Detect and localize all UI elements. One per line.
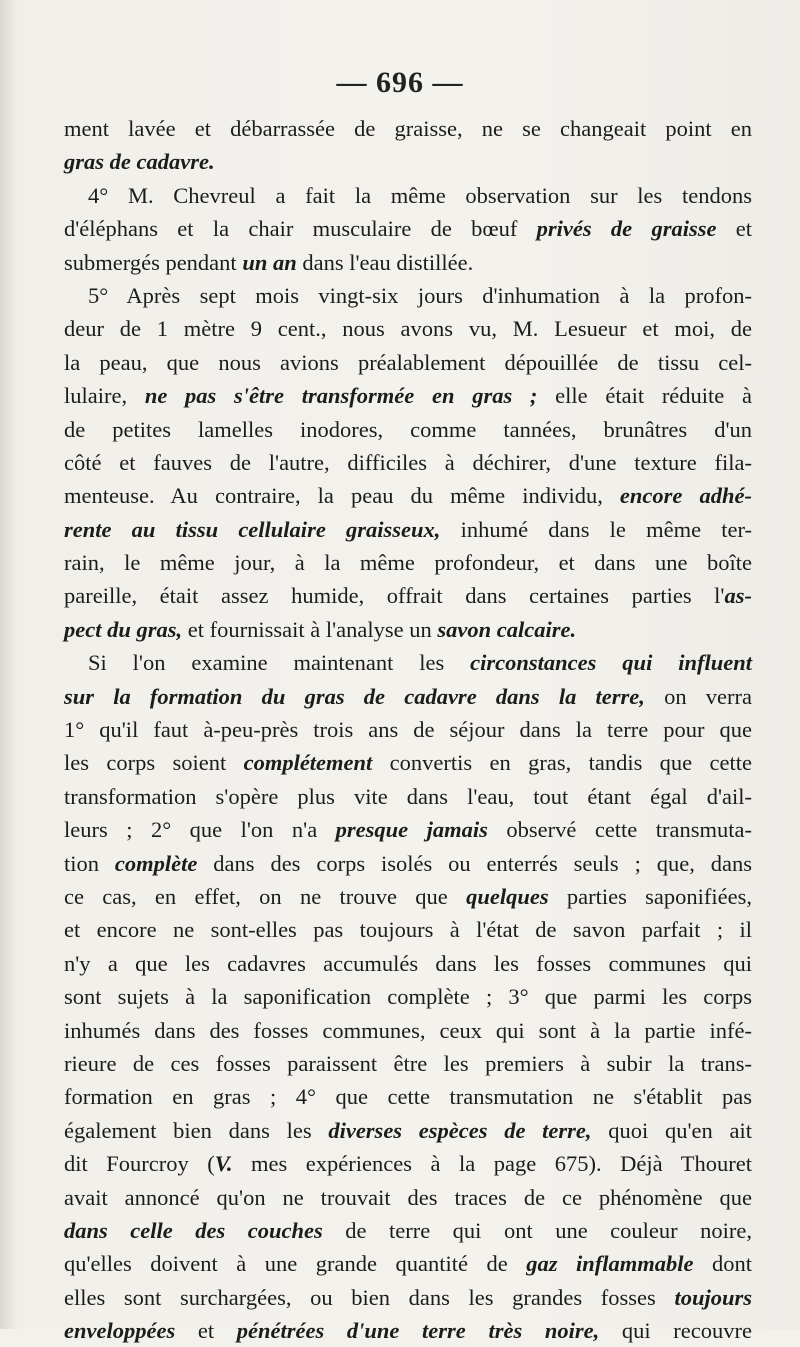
italic-phrase: encore adhé- xyxy=(619,483,752,509)
text-segment: observé cette transmuta- xyxy=(487,817,752,843)
text-segment: 4° M. Chevreul a fait la même observation sur les tendons xyxy=(88,182,752,208)
text-line xyxy=(64,279,752,312)
italic-phrase: gaz inflammable xyxy=(526,1251,694,1277)
text-line xyxy=(64,1014,752,1047)
text-segment: dans des corps isolés ou enterrés seuls ; que, dans xyxy=(197,850,752,876)
text-segment: de terre qui ont une couleur noire, xyxy=(322,1217,753,1243)
italic-phrase: pect du gras, xyxy=(64,616,183,642)
italic-phrase: rente au tissu cellulaire graisseux, xyxy=(64,516,441,542)
text-segment: qui recouvre xyxy=(599,1318,752,1344)
text-line xyxy=(64,413,752,446)
text-segment: n'y a que les cadavres accumulés dans les fosses communes qui xyxy=(64,950,752,976)
text-segment: et fournissait à l'analyse un xyxy=(182,616,438,642)
text-line xyxy=(64,1114,752,1147)
text-line xyxy=(64,145,752,178)
text-segment: elle était réduite à xyxy=(537,383,752,409)
italic-phrase: savon calcaire. xyxy=(437,616,577,642)
text-line xyxy=(64,1181,752,1214)
text-line xyxy=(64,513,752,546)
text-segment: inhumé dans le même ter- xyxy=(440,516,753,542)
text-segment: pareille, était assez humide, offrait dans certaines parties l' xyxy=(64,583,725,609)
text-line xyxy=(64,579,752,612)
text-segment: inhumés dans des fosses communes, ceux qui sont à la partie infé- xyxy=(64,1017,752,1043)
text-line xyxy=(64,880,752,913)
text-segment: qu'elles doivent à une grande quantité de xyxy=(64,1251,527,1277)
text-segment: deur de 1 mètre 9 cent., nous avons vu, M. Lesueur et moi, de xyxy=(64,316,752,342)
text-line xyxy=(64,1147,752,1180)
text-line xyxy=(64,847,752,880)
text-segment: mes expériences à la page 675). Déjà Thouret xyxy=(232,1151,752,1177)
italic-phrase: toujours xyxy=(674,1284,752,1310)
text-line xyxy=(64,1247,752,1280)
text-segment: d'éléphans et la chair musculaire de bœuf xyxy=(64,216,537,242)
text-segment: parties saponifiées, xyxy=(548,883,752,909)
text-segment: sont sujets à la saponification complète ; 3° que parmi les corps xyxy=(64,984,752,1010)
text-segment: les corps soient xyxy=(64,750,244,776)
text-line xyxy=(64,246,752,279)
text-line xyxy=(64,1080,752,1113)
text-segment: dans l'eau distillée. xyxy=(296,249,474,275)
text-line xyxy=(64,312,752,345)
text-line xyxy=(64,446,752,479)
italic-phrase: circonstances qui influent xyxy=(470,650,752,676)
italic-phrase: dans celle des couches xyxy=(64,1217,323,1243)
text-line xyxy=(64,680,752,713)
italic-phrase: as- xyxy=(724,583,752,609)
text-segment: leurs ; 2° que l'on n'a xyxy=(64,817,336,843)
text-segment: submergés pendant xyxy=(64,249,243,275)
italic-phrase: un an xyxy=(242,249,297,275)
text-line xyxy=(64,346,752,379)
text-segment: tion xyxy=(64,850,115,876)
text-segment: côté et fauves de l'autre, difficiles à déchirer, d'une texture fila- xyxy=(64,449,752,475)
page-number: — 696 — xyxy=(336,66,464,99)
text-segment: elles sont surchargées, ou bien dans les grandes fosses xyxy=(64,1284,675,1310)
italic-phrase: sur la formation du gras de cadavre dans la terre, xyxy=(64,683,645,709)
text-segment: on verra xyxy=(644,683,753,709)
text-line xyxy=(64,1214,752,1247)
italic-phrase: complétement xyxy=(243,750,373,776)
text-line xyxy=(64,212,752,245)
text-line xyxy=(64,947,752,980)
text-line xyxy=(64,913,752,946)
text-line xyxy=(64,112,752,145)
text-line xyxy=(64,179,752,212)
text-segment: de petites lamelles inodores, comme tannées, brunâtres d'un xyxy=(64,416,752,442)
italic-phrase: V. xyxy=(214,1151,233,1177)
text-line xyxy=(64,780,752,813)
text-line xyxy=(64,1281,752,1314)
text-segment: 1° qu'il faut à-peu-près trois ans de séjour dans la terre pour que xyxy=(64,717,752,743)
text-line xyxy=(64,713,752,746)
text-line xyxy=(64,646,752,679)
italic-phrase: gras de cadavre. xyxy=(64,149,215,175)
body-text xyxy=(64,112,752,1347)
italic-phrase: diverses espèces de terre, xyxy=(328,1117,592,1143)
text-line xyxy=(64,546,752,579)
text-line xyxy=(64,1047,752,1080)
text-segment: ce cas, en effet, on ne trouve que xyxy=(64,883,467,909)
text-segment: transformation s'opère plus vite dans l'eau, tout étant égal d'ail- xyxy=(64,783,752,809)
italic-phrase: privés de graisse xyxy=(536,216,717,242)
text-segment: et xyxy=(175,1318,237,1344)
italic-phrase: quelques xyxy=(466,883,549,909)
text-segment: convertis en gras, tandis que cette xyxy=(372,750,752,776)
text-line xyxy=(64,1314,752,1347)
text-line xyxy=(64,479,752,512)
text-segment: 5° Après sept mois vingt-six jours d'inhumation à la profon- xyxy=(88,282,752,308)
text-segment: rieure de ces fosses paraissent être les premiers à subir la trans- xyxy=(64,1050,752,1076)
italic-phrase: complète xyxy=(114,850,198,876)
text-segment: menteuse. Au contraire, la peau du même individu, xyxy=(64,483,620,509)
text-line xyxy=(64,613,752,646)
text-line xyxy=(64,379,752,412)
text-segment: ment lavée et débarrassée de graisse, ne se changeait point en xyxy=(64,116,752,141)
italic-phrase: pénétrées d'une terre très noire, xyxy=(236,1318,600,1344)
text-segment: rain, le même jour, à la même profondeur, et dans une boîte xyxy=(64,550,752,576)
text-segment: lulaire, xyxy=(64,383,145,409)
text-segment: la peau, que nous avions préalablement dépouillée de tissu cel- xyxy=(64,349,752,375)
text-segment: et xyxy=(716,216,752,242)
text-segment: quoi qu'en ait xyxy=(591,1117,752,1143)
text-segment: formation en gras ; 4° que cette transmutation ne s'établit pas xyxy=(64,1084,752,1110)
text-segment: Si l'on examine maintenant les xyxy=(88,650,471,676)
text-segment: et encore ne sont-elles pas toujours à l'état de savon parfait ; il xyxy=(64,917,752,943)
text-segment: avait annoncé qu'on ne trouvait des traces de ce phénomène que xyxy=(64,1184,752,1210)
text-segment: également bien dans les xyxy=(64,1117,329,1143)
italic-phrase: ne pas s'être transformée en gras ; xyxy=(144,383,538,409)
italic-phrase: presque jamais xyxy=(335,817,488,843)
text-line xyxy=(64,746,752,779)
italic-phrase: enveloppées xyxy=(64,1318,176,1344)
text-segment: dont xyxy=(693,1251,752,1277)
text-segment: dit Fourcroy ( xyxy=(64,1151,215,1177)
text-line xyxy=(64,980,752,1013)
text-line xyxy=(64,813,752,846)
